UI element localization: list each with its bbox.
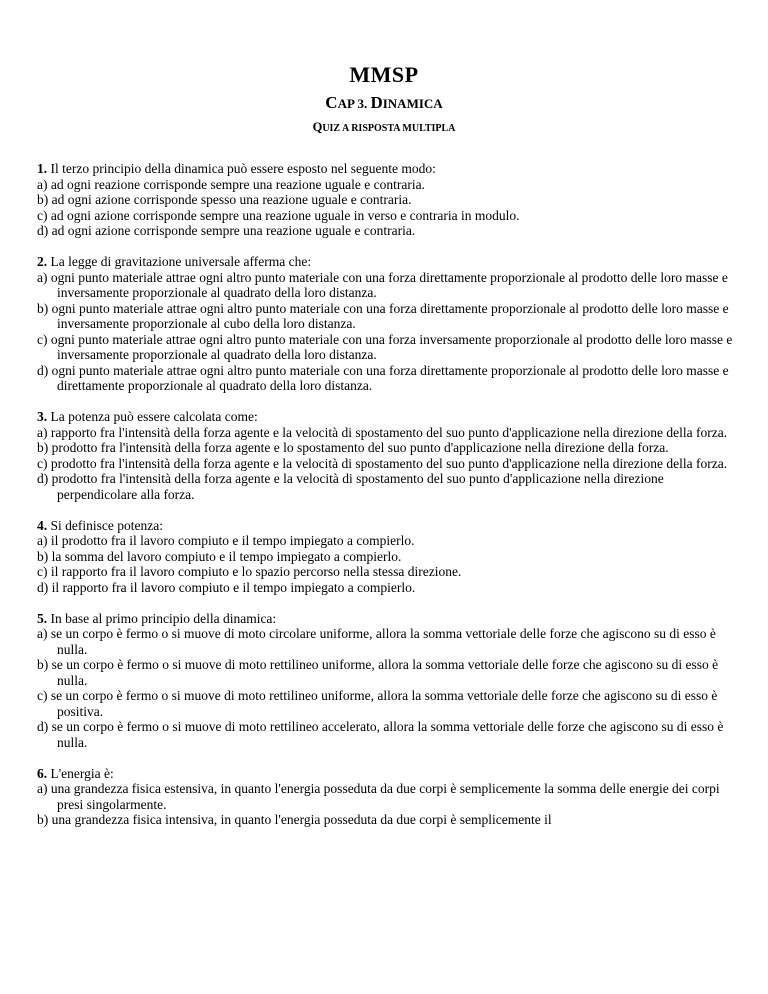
question-text: [37, 161, 737, 177]
answer-option: b) ad ogni azione corrisponde spesso una reazione uguale e contraria.: [37, 192, 412, 207]
question-list: [37, 161, 737, 843]
quiz-subtitle: [0, 120, 768, 135]
question-block: [37, 254, 737, 394]
answer-option: c) prodotto fra l'intensità della forza agente e la velocità di spostamento del suo punto d'applicazione nella direzione della forza.: [37, 455, 728, 471]
answer-option: d) ad ogni azione corrisponde sempre una reazione uguale e contraria.: [37, 223, 416, 238]
document-title: MMSP: [349, 62, 419, 87]
question-prompt: L'energia è:: [47, 765, 114, 781]
answer-option: a) se un corpo è fermo o si muove di moto circolare uniforme, allora la somma vettoriale delle forze che agiscono su di esso è nulla.: [37, 626, 716, 657]
answer-option: b) prodotto fra l'intensità della forza agente e lo spostamento del suo punto d'applicazione nella direzione della forza.: [37, 440, 669, 455]
question-block: [37, 409, 737, 502]
chapter-initial: C: [325, 93, 338, 112]
answer-option: b) ogni punto materiale attrae ogni altro punto materiale con una forza direttamente proporzionale al prodotto delle loro masse e inversamente proporzionale al cubo della loro distanza.: [37, 300, 729, 331]
question-block: [37, 518, 737, 596]
subtitle-rest: UIZ A RISPOSTA MULTIPLA: [322, 123, 456, 134]
question-prompt: La potenza può essere calcolata come:: [47, 409, 258, 424]
answer-option: d) ogni punto materiale attrae ogni altro punto materiale con una forza direttamente proporzionale al prodotto delle loro masse e direttamente proporzionale al quadrato della loro distanza.: [37, 362, 729, 393]
chapter-heading: [0, 93, 768, 113]
question-text: [37, 766, 737, 782]
chapter-prefix: AP 3.: [337, 96, 371, 111]
question-number: 5.: [37, 610, 48, 626]
answer-option: c) il rapporto fra il lavoro compiuto e lo spazio percorso nella stessa direzione.: [37, 564, 462, 579]
subtitle-initial: Q: [312, 120, 323, 134]
answer-option: b) la somma del lavoro compiuto e il tempo impiegato a compierlo.: [37, 548, 402, 564]
question-block: [37, 766, 737, 828]
answer-option: d) prodotto fra l'intensità della forza agente e la velocità di spostamento del suo punto d'applicazione nella direzione perpendicolare alla forza.: [37, 471, 664, 502]
question-number: 6.: [37, 765, 48, 781]
answer-option: a) il prodotto fra il lavoro compiuto e il tempo impiegato a compierlo.: [37, 533, 415, 548]
answer-option: d) se un corpo è fermo o si muove di moto rettilineo accelerato, allora la somma vettoriale delle forze che agiscono su di esso è nulla.: [37, 719, 724, 750]
question-number: 4.: [37, 517, 48, 533]
answer-option: a) ogni punto materiale attrae ogni altro punto materiale con una forza direttamente proporzionale al prodotto delle loro masse e inversamente proporzionale al quadrato della loro distanza.: [37, 269, 728, 300]
question-text: [37, 409, 737, 425]
question-block: [37, 611, 737, 751]
question-prompt: Il terzo principio della dinamica può essere esposto nel seguente modo:: [47, 161, 436, 176]
question-prompt: Si definisce potenza:: [47, 517, 163, 533]
answer-option: c) se un corpo è fermo o si muove di moto rettilineo uniforme, allora la somma vettoriale delle forze che agiscono su di esso è positiva.: [37, 688, 718, 719]
answer-option: a) ad ogni reazione corrisponde sempre una reazione uguale e contraria.: [37, 176, 425, 192]
question-prompt: La legge di gravitazione universale afferma che:: [47, 254, 312, 269]
answer-option: a) una grandezza fisica estensiva, in quanto l'energia posseduta da due corpi è semplicemente la somma delle energie dei corpi presi singolarmente.: [37, 781, 720, 812]
question-number: 2.: [37, 254, 48, 269]
chapter-name-initial: D: [370, 93, 383, 112]
question-number: 1.: [37, 161, 48, 176]
answer-option: b) se un corpo è fermo o si muove di moto rettilineo uniforme, allora la somma vettoriale delle forze che agiscono su di esso è nulla.: [37, 657, 719, 688]
question-prompt: In base al primo principio della dinamica:: [47, 610, 277, 626]
chapter-name: INAMICA: [382, 96, 443, 111]
question-block: [37, 161, 737, 239]
question-text: [37, 254, 737, 270]
answer-option: c) ad ogni azione corrisponde sempre una reazione uguale in verso e contraria in modulo.: [37, 207, 520, 223]
answer-option: b) una grandezza fisica intensiva, in quanto l'energia posseduta da due corpi è semplicemente il: [37, 812, 552, 827]
answer-option: d) il rapporto fra il lavoro compiuto e il tempo impiegato a compierlo.: [37, 579, 416, 595]
answer-option: c) ogni punto materiale attrae ogni altro punto materiale con una forza inversamente proporzionale al prodotto delle loro masse e inversamente proporzionale al quadrato della loro distanza.: [37, 331, 733, 362]
question-text: [37, 518, 737, 534]
answer-option: a) rapporto fra l'intensità della forza agente e la velocità di spostamento del suo punto d'applicazione nella direzione della forza.: [37, 424, 728, 440]
question-number: 3.: [37, 409, 48, 424]
question-text: [37, 611, 737, 627]
